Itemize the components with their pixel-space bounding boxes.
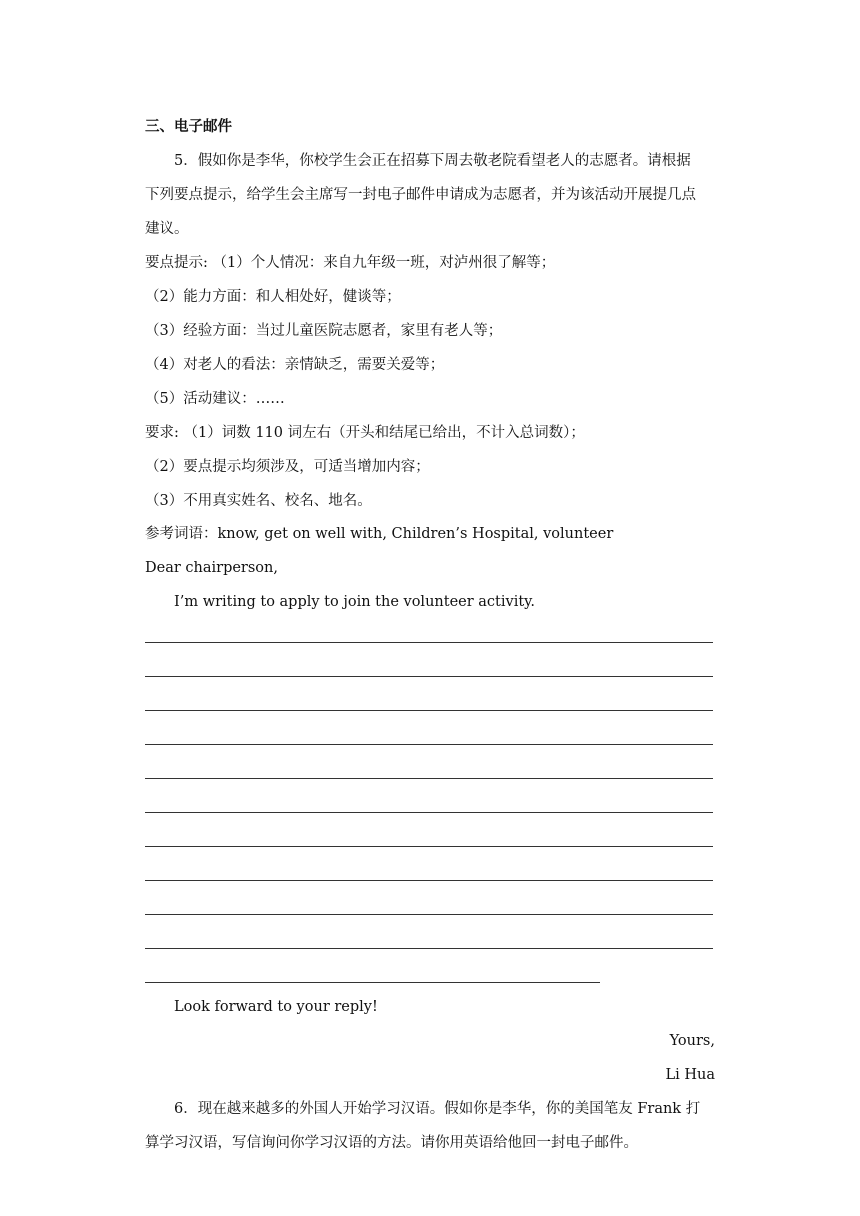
answer-line[interactable]: [145, 846, 713, 847]
point-item: （4）对老人的看法：亲情缺乏，需要关爱等；: [145, 357, 445, 373]
section-title: 三、电子邮件: [145, 118, 232, 135]
q5-prompt-line: 5．假如你是李华，你校学生会正在招募下周去敬老院看望老人的志愿者。请根据: [174, 153, 691, 169]
q5-prompt-line: 下列要点提示，给学生会主席写一封电子邮件申请成为志愿者，并为该活动开展提几点: [145, 187, 696, 203]
answer-line[interactable]: [145, 642, 713, 643]
requirement-item: （3）不用真实姓名、校名、地名。: [145, 493, 372, 509]
letter-signoff: Yours,: [669, 1033, 715, 1049]
letter-opening: I’m writing to apply to join the volunteer activity.: [174, 594, 536, 610]
point-item: （5）活动建议：……: [145, 391, 285, 407]
point-item: （3）经验方面：当过儿童医院志愿者，家里有老人等；: [145, 323, 503, 339]
answer-line[interactable]: [145, 982, 600, 983]
answer-line[interactable]: [145, 744, 713, 745]
q5-prompt-line: 建议。: [145, 221, 189, 237]
answer-line[interactable]: [145, 948, 713, 949]
q6-prompt-line: 6．现在越来越多的外国人开始学习汉语。假如你是李华，你的美国笔友 Frank 打: [174, 1101, 701, 1117]
answer-line[interactable]: [145, 710, 713, 711]
requirement-item: （2）要点提示均须涉及，可适当增加内容；: [145, 459, 430, 475]
answer-line[interactable]: [145, 812, 713, 813]
letter-closing: Look forward to your reply!: [174, 999, 378, 1015]
points-label: 要点提示: （1）个人情况：来自九年级一班，对泸州很了解等；: [145, 255, 556, 271]
answer-line[interactable]: [145, 880, 713, 881]
requirements-label: 要求: （1）词数 110 词左右（开头和结尾已给出，不计入总词数）；: [145, 425, 585, 441]
q6-prompt-line: 算学习汉语，写信询问你学习汉语的方法。请你用英语给他回一封电子邮件。: [145, 1135, 638, 1151]
letter-signature: Li Hua: [665, 1067, 715, 1083]
answer-line[interactable]: [145, 914, 713, 915]
letter-greeting: Dear chairperson,: [145, 560, 278, 576]
answer-line[interactable]: [145, 778, 713, 779]
reference-vocabulary: 参考词语：know, get on well with, Children’s Hospital, volunteer: [145, 526, 614, 542]
answer-line[interactable]: [145, 676, 713, 677]
point-item: （2）能力方面：和人相处好，健谈等；: [145, 289, 401, 305]
